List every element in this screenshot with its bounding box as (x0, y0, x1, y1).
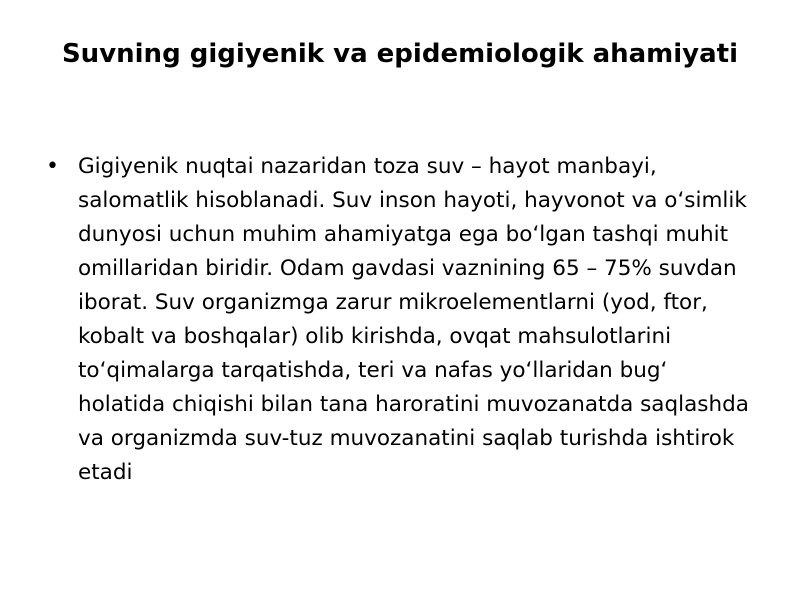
bullet-list (40, 150, 760, 490)
bullet-marker: • (46, 154, 59, 179)
bullet-item (40, 150, 760, 490)
bullet-text: Gigiyenik nuqtai nazaridan toza suv – hayot manbayi, salomatlik hisoblanadi. Suv inson hayoti, hayvonot va oʻsimlik dunyosi uchun muhim ahamiyatga ega boʻlgan tashqi muhit omillaridan biridir. Odam gavdasi vaznining 65 – 75% suvdan iborat. Suv organizmga zarur mikroelementlarni (yod, ftor, kobalt va boshqalar) olib kirishda, ovqat mahsulotlarini toʻqimalarga tarqatishda, teri va nafas yoʻllaridan bugʻ holatida chiqishi bilan tana haroratini muvozanatda saqlashda va organizmda suv-tuz muvozanatini saqlab turishda ishtirok etadi (78, 154, 749, 485)
slide-title: Suvning gigiyenik va epidemiologik ahamiyati (61, 39, 739, 69)
